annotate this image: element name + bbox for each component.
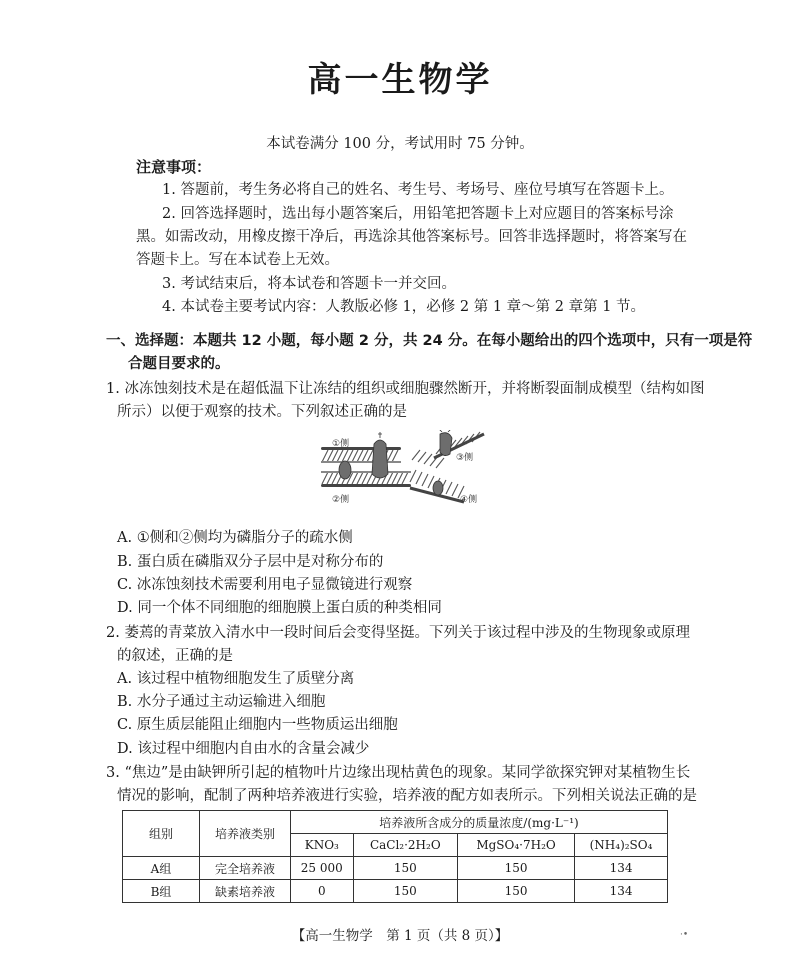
figure-label-3: ③侧 [456,453,474,463]
cell-group: A组 [123,857,200,880]
question-1-option: D. 同一个体不同细胞的细胞膜上蛋白质的种类相同 [117,600,442,616]
cell-type: 缺素培养液 [200,880,291,903]
table-row [123,857,668,880]
question-3-stem-cont: 情况的影响，配制了两种培养液进行实验，培养液的配方如表所示。下列相关说法正确的是 [117,788,697,804]
table-header-row [123,811,668,834]
notice-item: 3. 考试结束后，将本试卷和答题卡一并交回。 [162,276,456,292]
cell-value: 150 [353,857,457,880]
question-2-option: C. 原生质层能阻止细胞内一些物质运出细胞 [117,717,398,733]
figure-label-4: ④侧 [460,495,478,505]
header-group: 组别 [123,811,200,857]
question-2-stem-cont: 的叙述，正确的是 [117,648,233,664]
nutrient-solution-table [122,810,668,903]
notice-item: 4. 本试卷主要考试内容：人教版必修 1，必修 2 第 1 章～第 2 章第 1 节。 [162,299,646,315]
header-component: KNO₃ [291,834,354,857]
page-title: 高一生物学 [307,60,493,100]
cell-type: 完全培养液 [200,857,291,880]
header-component: MgSO₄·7H₂O [458,834,575,857]
figure-label-1: ①侧 [332,439,350,449]
question-1-option: A. ①侧和②侧均为磷脂分子的疏水侧 [117,530,353,546]
cell-value: 0 [291,880,354,903]
notice-item: 2. 回答选择题时，选出每小题答案后，用铅笔把答题卡上对应题目的答案标号涂 [162,206,674,222]
notice-item: 1. 答题前，考生务必将自己的姓名、考生号、考场号、座位号填写在答题卡上。 [162,182,674,198]
question-2-option: B. 水分子通过主动运输进入细胞 [117,694,326,710]
question-2-stem: 2. 萎蔫的青菜放入清水中一段时间后会变得坚挺。下列关于该过程中涉及的生物现象或原理 [106,625,690,641]
section-heading-cont: 合题目要求的。 [128,356,230,372]
figure-label-2: ②侧 [332,495,350,505]
cell-value: 134 [575,880,668,903]
header-component: (NH₄)₂SO₄ [575,834,668,857]
section-heading: 一、选择题：本题共 12 小题，每小题 2 分，共 24 分。在每小题给出的四个选项中，只有一项是符 [106,333,753,349]
notice-item: 答题卡上。写在本试卷上无效。 [136,252,339,268]
notice-item: 黑。如需改动，用橡皮擦干净后，再选涂其他答案标号。回答非选择题时，将答案写在 [136,229,687,245]
cell-value: 150 [458,880,575,903]
cell-group: B组 [123,880,200,903]
question-1-option: B. 蛋白质在磷脂双分子层中是对称分布的 [117,554,384,570]
exam-info: 本试卷满分 100 分，考试用时 75 分钟。 [266,136,534,152]
question-1-stem: 1. 冰冻蚀刻技术是在超低温下让冻结的组织或细胞骤然断开，并将断裂面制成模型（结构如图 [106,381,705,397]
cell-value: 150 [458,857,575,880]
table-row [123,880,668,903]
header-component: CaCl₂·2H₂O [353,834,457,857]
header-concentration: 培养液所含成分的质量浓度/(mg·L⁻¹) [291,811,668,834]
notice-heading: 注意事项： [136,158,212,176]
page-footer: 【高一生物学 第 1 页（共 8 页）】 [291,928,509,944]
cell-value: 25 000 [291,857,354,880]
cell-value: 134 [575,857,668,880]
header-type: 培养液类别 [200,811,291,857]
question-1-option: C. 冰冻蚀刻技术需要利用电子显微镜进行观察 [117,577,413,593]
membrane-freeze-fracture-figure [318,430,494,514]
question-2-option: A. 该过程中植物细胞发生了质壁分离 [117,671,355,687]
corner-mark: ·• [680,930,689,940]
cell-value: 150 [353,880,457,903]
question-1-stem-cont: 所示）以便于观察的技术。下列叙述正确的是 [117,404,407,420]
question-2-option: D. 该过程中细胞内自由水的含量会减少 [117,741,370,757]
question-3-stem: 3. “焦边”是由缺钾所引起的植物叶片边缘出现枯黄色的现象。某同学欲探究钾对某植物生长 [106,765,691,781]
